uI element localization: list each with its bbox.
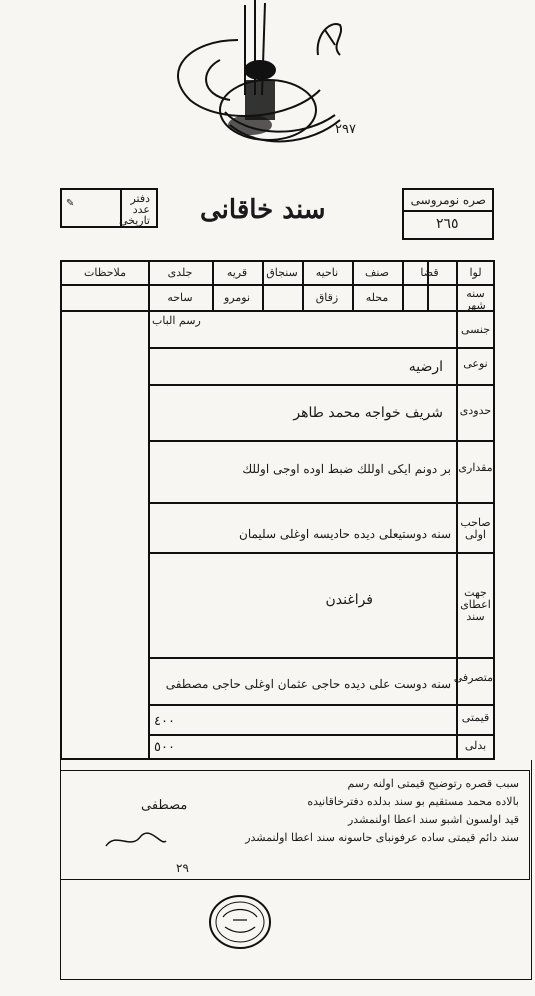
box-number: ٢٦٥ bbox=[436, 216, 459, 232]
footer-line2: بالاده محمد مستقیم بو سند بدلده دفترخاقانیده bbox=[307, 795, 519, 808]
footer-page-num: ٢٩ bbox=[176, 861, 189, 875]
box-label: صره نومروسی bbox=[410, 193, 486, 207]
row-label-sahib: صاحب اولی bbox=[460, 516, 491, 541]
sub-mahalle: محله bbox=[365, 291, 389, 304]
header-karye: قریه bbox=[226, 266, 248, 279]
right-number-box bbox=[402, 188, 494, 240]
row-value-cihet: فراغندن bbox=[325, 592, 373, 608]
outer-frame bbox=[60, 760, 532, 980]
document-title: سند خاقانی bbox=[200, 195, 326, 225]
header-liva: لوا bbox=[469, 266, 482, 279]
sub-numero: نومرو bbox=[223, 291, 251, 304]
row-label-nevi: نوعی bbox=[463, 357, 488, 370]
small-note: رسم الباب bbox=[152, 314, 201, 327]
register-scribble: ✎ bbox=[66, 198, 75, 209]
row-label-mikdari: مقداری bbox=[458, 461, 493, 474]
footer-line4: سند دائم قیمتی ساده عرفونبای حاسونه سند اعطا اولنمشدر bbox=[245, 831, 519, 844]
row-value-nevi: ارضیه bbox=[408, 359, 443, 375]
sub-zukak: زقاق bbox=[315, 291, 339, 304]
header-kaza: قضا bbox=[420, 266, 439, 279]
header-sinf: صنف bbox=[364, 266, 390, 279]
row-value-bedeli: ٥٠٠ bbox=[154, 740, 175, 755]
main-table bbox=[60, 260, 495, 760]
register-line2: عدد bbox=[132, 203, 150, 216]
register-line3: تاریخی bbox=[118, 214, 150, 227]
header-nahiye: ناحیه bbox=[315, 266, 339, 279]
footer-line1: سبب قصره رتوضیح قیمتی اولنه رسم bbox=[347, 777, 519, 790]
row-label-cihet: جهت اعطای سند bbox=[460, 586, 491, 623]
row-value-mikdari: بر دونم ایکی اوللك ضبط اوده اوجی اوللك bbox=[242, 462, 451, 476]
register-line1: دفتر bbox=[130, 192, 150, 205]
page-number: ٢٩٧ bbox=[335, 122, 356, 137]
header-mulahazat: ملاحظات bbox=[84, 266, 126, 279]
row-label-mutasarrifi: متصرفی bbox=[453, 671, 493, 684]
row-value-kiymeti: ٤٠٠ bbox=[154, 714, 175, 729]
sub-saha: ساحه bbox=[167, 291, 193, 304]
tughra-side-note bbox=[310, 15, 350, 60]
row-label-cinsi: جنسی bbox=[460, 323, 491, 336]
row-value-sahib: سنه دوستیعلی دیده حادیسه اوغلی سلیمان bbox=[239, 527, 451, 541]
left-register-box bbox=[60, 188, 158, 228]
header-sancak: سنجاق bbox=[266, 266, 298, 279]
footer-signature: مصطفی bbox=[141, 798, 188, 813]
row-label-hududu: حدودی bbox=[459, 404, 492, 417]
row-label-bedeli: بدلی bbox=[464, 739, 487, 752]
header-cildi: جلدی bbox=[167, 266, 193, 279]
row-label-kiymeti: قیمتی bbox=[461, 711, 490, 724]
footer-line3: قید اولسون اشبو سند اعطا اولنمشدر bbox=[347, 813, 519, 826]
row-value-mutasarrifi: سنه دوست علی دیده حاجی عثمان اوغلی حاجی مصطفی bbox=[165, 677, 451, 691]
row-value-hududu: شریف خواجه محمد طاهر bbox=[293, 405, 443, 421]
sub-sene: سنه شهر bbox=[465, 287, 486, 312]
